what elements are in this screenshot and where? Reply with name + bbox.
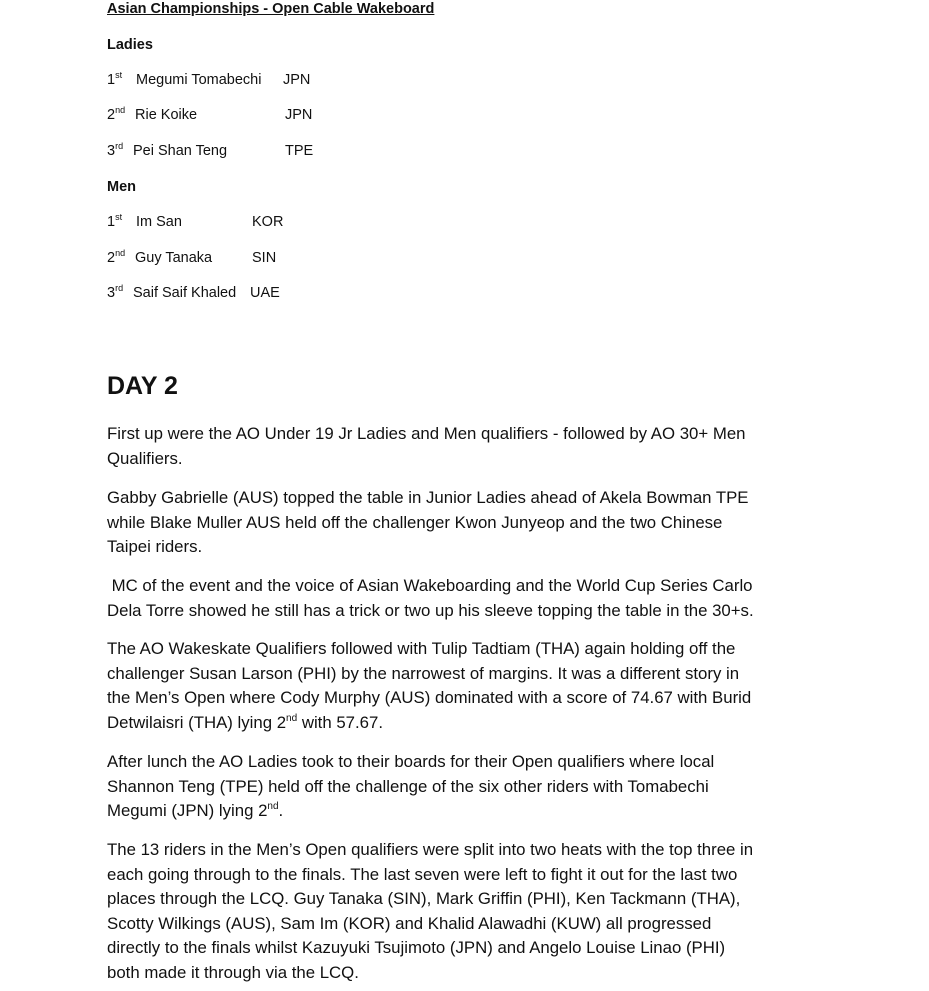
country-code: JPN — [283, 72, 311, 88]
text-line: Scotty Wilkings (AUS), Sam Im (KOR) and Khalid Alawadhi (KUW) all progressed — [107, 913, 712, 933]
text-line: Dela Torre showed he still has a trick or two up his sleeve topping the table in the 30+s. — [107, 600, 754, 620]
position-suffix: nd — [115, 105, 126, 115]
ordinal-suffix: nd — [286, 712, 298, 724]
text-line: while Blake Muller AUS held off the challenger Kwon Junyeop and the two Chinese — [107, 512, 723, 532]
country-code: TPE — [285, 143, 314, 159]
rider-name: Pei Shan Teng — [133, 143, 228, 159]
ladies-result-2 — [107, 107, 125, 123]
position: 3 — [107, 143, 116, 159]
position-suffix: st — [115, 212, 123, 222]
position: 3 — [107, 285, 116, 301]
text-segment: Megumi (JPN) lying 2 — [107, 801, 268, 820]
country-code: UAE — [250, 285, 280, 301]
text-line: challenger Susan Larson (PHI) by the narrowest of margins. It was a different story in — [107, 663, 740, 683]
position: 2 — [107, 250, 116, 266]
rider-name: Guy Tanaka — [135, 250, 213, 266]
text-line — [107, 711, 827, 739]
rider-name: Megumi Tomabechi — [136, 72, 262, 88]
text-segment: . — [278, 801, 284, 820]
position-suffix: rd — [115, 141, 124, 151]
text-line: Shannon Teng (TPE) held off the challenge of the six other riders with Tomabechi — [107, 776, 709, 796]
ladies-result-1 — [107, 72, 122, 88]
text-segment: with 57.67. — [297, 712, 383, 732]
text-line: The 13 riders in the Men’s Open qualifiers were split into two heats with the top three in — [107, 840, 754, 859]
document-title: Asian Championships - Open Cable Wakeboard — [107, 1, 435, 17]
men-result-1 — [107, 214, 122, 230]
day-heading: DAY 2 — [107, 372, 178, 400]
position-suffix: st — [115, 70, 123, 80]
men-heading: Men — [107, 179, 136, 195]
text-line: the Men’s Open where Cody Murphy (AUS) dominated with a score of 74.67 with Burid — [107, 688, 752, 707]
country-code: JPN — [285, 107, 313, 123]
rider-name: Rie Koike — [135, 107, 198, 123]
position: 2 — [107, 107, 116, 123]
paragraph-5 — [107, 750, 827, 827]
ordinal-suffix: nd — [267, 801, 279, 812]
text-line: both made it through via the LCQ. — [107, 962, 359, 982]
text-line: Taipei riders. — [107, 537, 203, 556]
position: 1 — [107, 72, 116, 88]
rider-name: Im San — [136, 214, 182, 230]
position-suffix: nd — [115, 248, 126, 258]
text-segment: Detwilaisri (THA) lying 2 — [107, 712, 287, 732]
paragraph-2 — [107, 486, 827, 560]
text-line — [107, 799, 827, 827]
text-line: MC of the event and the voice of Asian Wakeboarding and the World Cup Series Carlo — [107, 576, 753, 595]
country-code: SIN — [252, 250, 277, 266]
rider-name: Saif Saif Khaled — [133, 285, 237, 301]
text-line: Qualifiers. — [107, 448, 183, 468]
text-line: After lunch the AO Ladies took to their boards for their Open qualifiers where local — [107, 752, 715, 771]
paragraph-3 — [107, 574, 827, 623]
text-line: Gabby Gabrielle (AUS) topped the table in Junior Ladies ahead of Akela Bowman TPE — [107, 488, 749, 507]
men-result-2 — [107, 250, 125, 266]
paragraph-4 — [107, 637, 827, 738]
position: 1 — [107, 214, 116, 230]
paragraph-6 — [107, 838, 827, 985]
paragraph-1 — [107, 422, 827, 471]
position-suffix: rd — [115, 283, 124, 293]
text-line: places through the LCQ. Guy Tanaka (SIN), Mark Griffin (PHI), Ken Tackmann (THA), — [107, 889, 741, 908]
text-line: each going through to the finals. The last seven were left to fight it out for the last two — [107, 864, 738, 884]
text-line: First up were the AO Under 19 Jr Ladies and Men qualifiers - followed by AO 30+ Men — [107, 424, 746, 443]
men-result-3 — [107, 285, 123, 301]
ladies-result-3 — [107, 143, 123, 159]
text-line: directly to the finals whilst Kazuyuki Tsujimoto (JPN) and Angelo Louise Linao (PHI) — [107, 938, 726, 957]
ladies-heading: Ladies — [107, 37, 153, 53]
text-line: The AO Wakeskate Qualifiers followed with Tulip Tadtiam (THA) again holding off the — [107, 639, 736, 658]
country-code: KOR — [252, 214, 284, 230]
